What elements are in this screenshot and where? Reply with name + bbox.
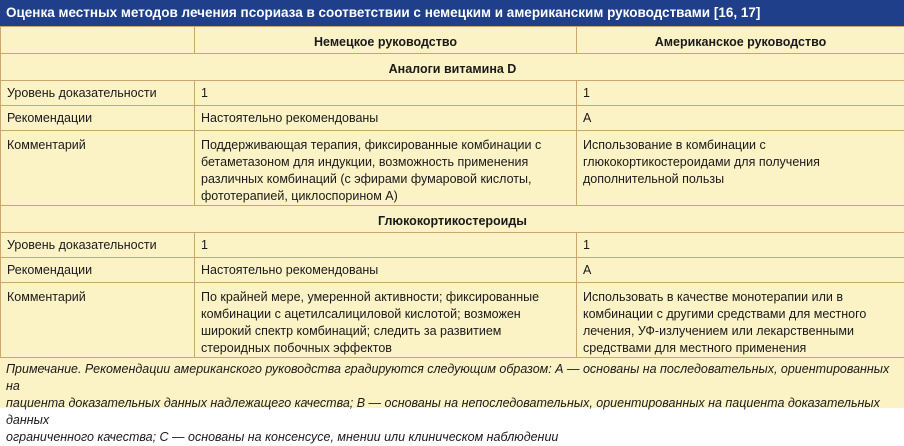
text-line: дополнительной пользы (583, 171, 898, 188)
text-line: комбинации с другими средствами для местного (583, 306, 898, 323)
table-row (1, 106, 904, 131)
table-note (0, 358, 904, 446)
row-label: Рекомендации (1, 258, 195, 283)
text-line: широкий спектр комбинаций; следить за развитием (201, 323, 570, 340)
text-line: стероидных побочных эффектов (201, 340, 570, 357)
american-cell: 1 (577, 233, 904, 258)
german-cell: Настоятельно рекомендованы (195, 258, 577, 283)
header-empty-cell (1, 27, 195, 54)
section-heading-row (1, 206, 904, 233)
row-label: Комментарий (1, 131, 195, 206)
text-line: Использовать в качестве монотерапии или в (583, 289, 898, 306)
row-label: Комментарий (1, 283, 195, 358)
german-cell: 1 (195, 81, 577, 106)
text-line: глюкокортикостероидами для получения (583, 154, 898, 171)
table-row (1, 81, 904, 106)
row-label: Уровень доказательности (1, 81, 195, 106)
text-line: различных комбинаций (с эфирами фумаровой кислоты, (201, 171, 570, 188)
header-american: Американское руководство (577, 27, 904, 54)
table-row (1, 283, 904, 358)
note-line: ограниченного качества; С — основаны на консенсусе, мнении или клиническом наблюдении (6, 429, 898, 446)
comparison-table (0, 26, 904, 358)
section-heading-row (1, 54, 904, 81)
text-line: фототерапией, циклоспорином А) (201, 188, 570, 205)
table-row (1, 131, 904, 206)
row-label: Уровень доказательности (1, 233, 195, 258)
text-line: комбинации с ацетилсалициловой кислотой; возможен (201, 306, 570, 323)
american-cell: A (577, 258, 904, 283)
american-cell (577, 283, 904, 358)
text-line: средствами для местного применения (583, 340, 898, 357)
section-heading: Аналоги витамина D (1, 54, 904, 81)
text-line: По крайней мере, умеренной активности; фиксированные (201, 289, 570, 306)
text-line: Поддерживающая терапия, фиксированные комбинации с (201, 137, 570, 154)
german-cell (195, 283, 577, 358)
table-title: Оценка местных методов лечения псориаза в соответствии с немецким и американским руководствами [16, 17] (0, 0, 904, 26)
american-cell: A (577, 106, 904, 131)
table-row (1, 233, 904, 258)
row-label: Рекомендации (1, 106, 195, 131)
note-line: пациента доказательных данных надлежащего качества; В — основаны на непоследовательных, ориентированных на пациента доказательных данных (6, 395, 898, 429)
header-row (1, 27, 904, 54)
american-cell (577, 131, 904, 206)
note-line: Примечание. Рекомендации американского руководства градируются следующим образом: А — основаны на последовательных, ориентированных на (6, 361, 898, 395)
header-german: Немецкое руководство (195, 27, 577, 54)
table-row (1, 258, 904, 283)
german-cell: Настоятельно рекомендованы (195, 106, 577, 131)
german-cell: 1 (195, 233, 577, 258)
text-line: лечения, УФ-излучением или лекарственными (583, 323, 898, 340)
text-line: Использование в комбинации с (583, 137, 898, 154)
american-cell: 1 (577, 81, 904, 106)
text-line: бетаметазоном для индукции, возможность применения (201, 154, 570, 171)
german-cell (195, 131, 577, 206)
section-heading: Глюкокортикостероиды (1, 206, 904, 233)
